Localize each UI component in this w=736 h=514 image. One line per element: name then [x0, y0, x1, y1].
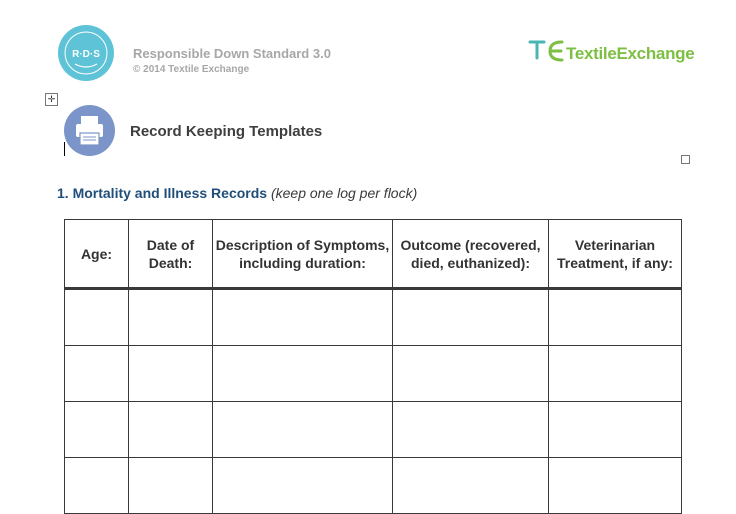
- table-resize-handle[interactable]: [681, 155, 690, 164]
- log-heading: [57, 185, 417, 201]
- table-cell[interactable]: [65, 346, 129, 402]
- table-row: [65, 458, 682, 514]
- column-header-description: Description of Symptoms, including duration:: [213, 220, 393, 289]
- rds-logo: [57, 24, 115, 82]
- rds-logo-text: R·D·S: [72, 49, 100, 60]
- table-cell[interactable]: [213, 289, 393, 346]
- section-title: Record Keeping Templates: [130, 123, 323, 140]
- column-header-date-of-death: Date of Death:: [129, 220, 213, 289]
- column-header-outcome: Outcome (recovered, died, euthanized):: [393, 220, 549, 289]
- table-cell[interactable]: [65, 458, 129, 514]
- log-heading-note: (keep one log per flock): [270, 185, 418, 201]
- table-cell[interactable]: [129, 346, 213, 402]
- table-cell[interactable]: [393, 346, 549, 402]
- table-move-handle[interactable]: ✛: [45, 93, 58, 106]
- table-row: [65, 289, 682, 346]
- mortality-records-table: [64, 219, 682, 514]
- table-cell[interactable]: [213, 346, 393, 402]
- column-header-age: Age:: [65, 220, 129, 289]
- table-cell[interactable]: [213, 402, 393, 458]
- table-row: [65, 346, 682, 402]
- log-heading-title: 1. Mortality and Illness Records: [57, 185, 268, 201]
- table-cell[interactable]: [65, 289, 129, 346]
- table-cell[interactable]: [129, 458, 213, 514]
- table-cell[interactable]: [549, 458, 682, 514]
- table-cell[interactable]: [549, 402, 682, 458]
- printer-badge: [64, 105, 115, 156]
- brand-name: TextileExchange: [566, 44, 695, 63]
- text-cursor: [64, 142, 65, 156]
- printer-icon: [64, 105, 115, 156]
- table-cell[interactable]: [129, 289, 213, 346]
- table-cell[interactable]: [393, 458, 549, 514]
- table-cell[interactable]: [129, 402, 213, 458]
- table-cell[interactable]: [549, 346, 682, 402]
- table-row: [65, 402, 682, 458]
- table-cell[interactable]: [65, 402, 129, 458]
- table-cell[interactable]: [393, 289, 549, 346]
- document-title: Responsible Down Standard 3.0: [133, 46, 331, 61]
- table-cell[interactable]: [393, 402, 549, 458]
- document-copyright: © 2014 Textile Exchange: [133, 64, 250, 75]
- table-cell[interactable]: [213, 458, 393, 514]
- table-header-row: [65, 220, 682, 289]
- table-cell[interactable]: [549, 289, 682, 346]
- column-header-veterinarian: Veterinarian Treatment, if any:: [549, 220, 682, 289]
